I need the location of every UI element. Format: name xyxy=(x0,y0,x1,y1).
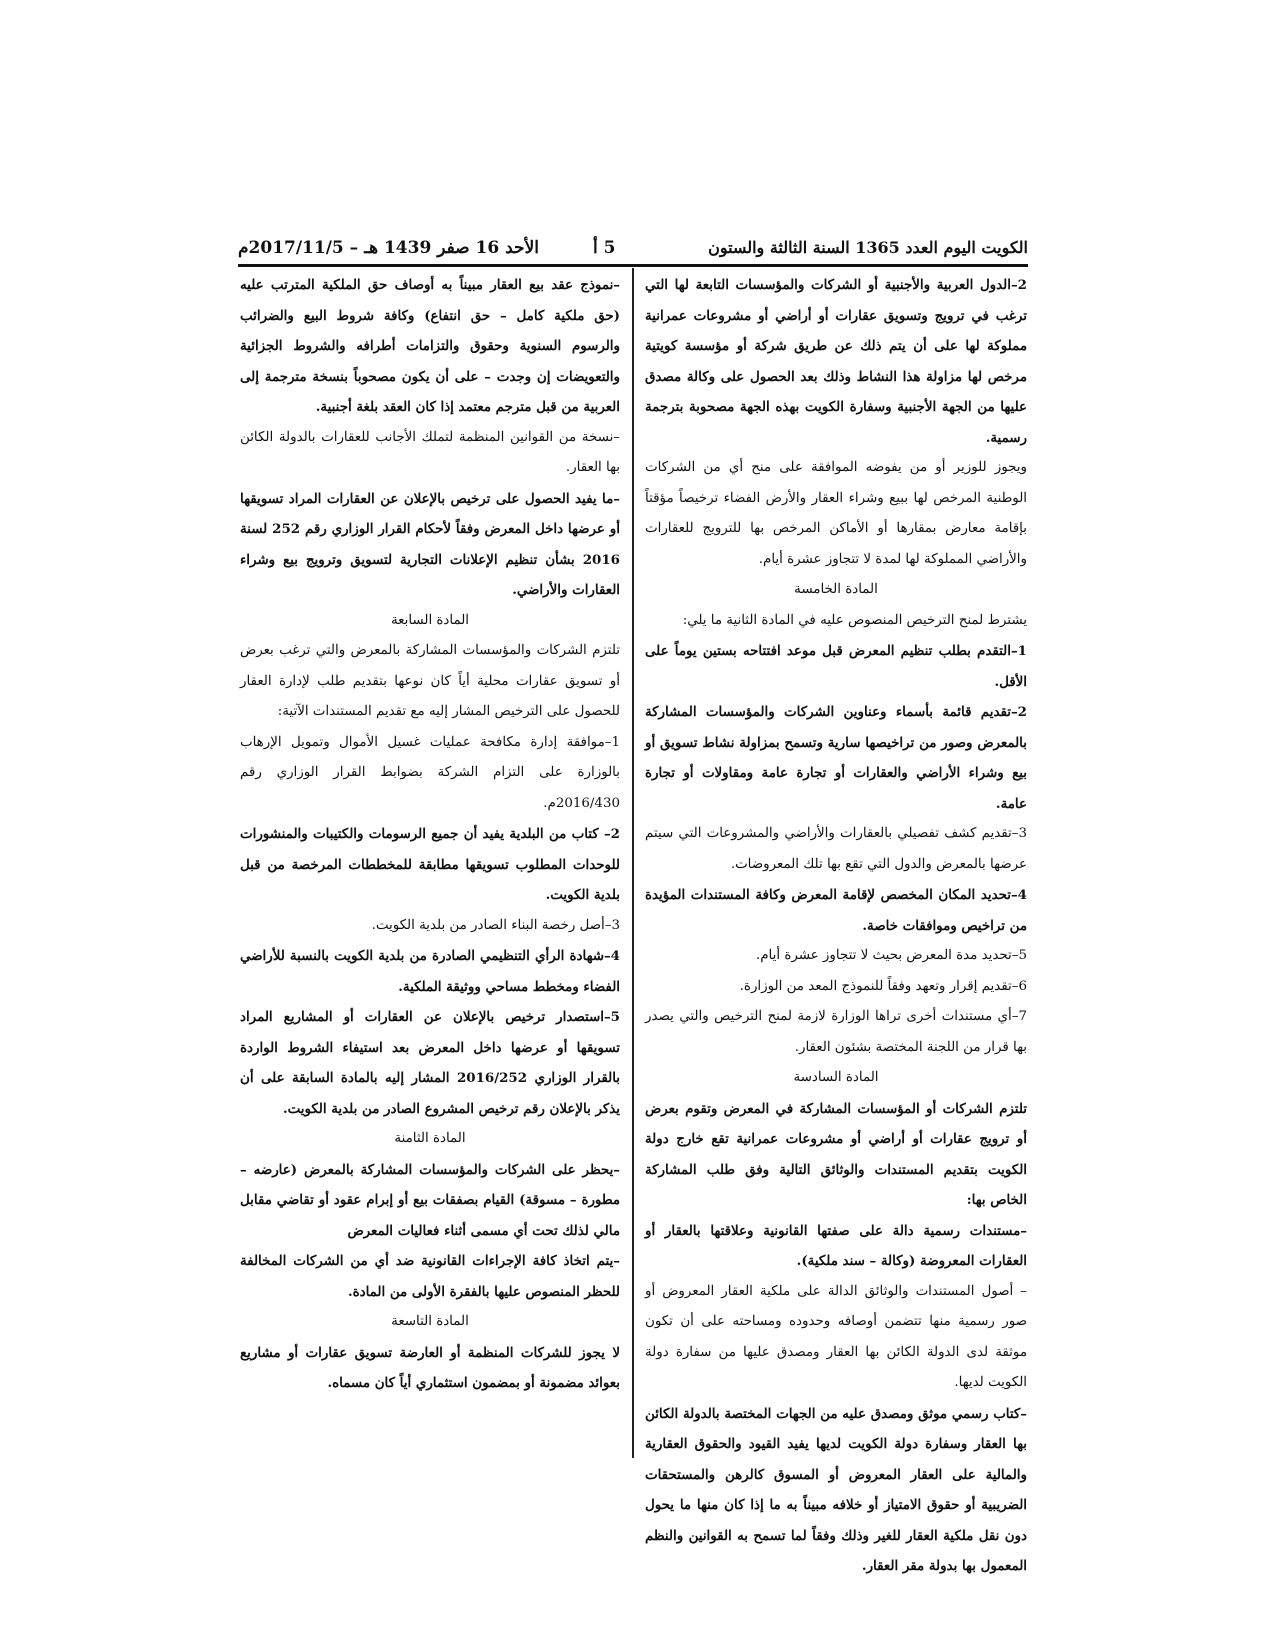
paragraph: تلتزم الشركات والمؤسسات المشاركة بالمعرض والتي ترغب بعرض أو تسويق عقارات محلية أياً كان نوعها بتقديم طلب لإدارة العقار للحصول على الترخيص المشار إليه مع تقديم المستندات الآتية: xyxy=(240,643,620,719)
right-column xyxy=(645,270,1027,1582)
list-item: 4–تحديد المكان المخصص لإقامة المعرض وكافة المستندات المؤيدة من تراخيص وموافقات خاصة. xyxy=(645,887,1027,934)
list-item: 1–التقدم بطلب تنظيم المعرض قبل موعد افتتاحه بستين يوماً على الأقل. xyxy=(645,643,1027,690)
header-page-number: 5 أ xyxy=(593,238,616,258)
list-item: –ما يفيد الحصول على ترخيص بالإعلان عن العقارات المراد تسويقها أو عرضها داخل المعرض وفقاً لأحكام القرار الوزاري رقم 252 لسنة 2016 بشأن تنظيم الإعلانات التجارية لتسويق وترويج بيع وشراء العقارات والأراضي. xyxy=(240,490,620,598)
list-item: –كتاب رسمي موثق ومصدق عليه من الجهات المختصة بالدولة الكائن بها العقار وسفارة دولة الكويت لديها يفيد القيود والحقوق العقارية والمالية على العقار المعروض أو المسوق كالرهن والمستحقات الضريبية أو حقوق الامتياز أو خلافه مبيناً به ما إذا كان منها ما يحول دون نقل ملكية العقار للغير وذلك وفقاً لما تسمح به القوانين والنظم المعمول بها بدولة مقر العقار. xyxy=(645,1405,1027,1574)
article-heading: المادة التاسعة xyxy=(391,1314,469,1329)
list-item: 4–شهادة الرأي التنظيمي الصادرة من بلدية الكويت بالنسبة للأراضي الفضاء ومخطط مساحي ووثيقة الملكية. xyxy=(240,948,620,995)
list-item: 2–تقديم قائمة بأسماء وعناوين الشركات والمؤسسات المشاركة بالمعرض وصور من تراخيصها سارية وتسمح بمزاولة نشاط تسويق أو بيع وشراء الأراضي والعقارات أو تجارة عامة ومقاولات أو تجارة عامة. xyxy=(645,704,1027,812)
article-heading: المادة السابعة xyxy=(390,612,470,628)
paragraph: 2–الدول العربية والأجنبية أو الشركات والمؤسسات التابعة لها التي ترغب في ترويج وتسويق عقارات أو أراضي أو مشروعات عمرانية مملوكة لها على أن يتم ذلك عن طريق شركة أو مؤسسة كويتية مرخص لها مزاولة هذا النشاط وذلك بعد الحصول على وكالة مصدق عليها من الجهة الأجنبية وسفارة الكويت بهذه الجهة مصحوبة بترجمة رسمية. xyxy=(645,277,1027,446)
list-item: –نموذج عقد بيع العقار مبيناً به أوصاف حق الملكية المترتب عليه (حق ملكية كامل – حق انتفاع) وكافة شروط البيع والضرائب والرسوم السنوية وحقوق والتزامات أطرافه والشروط الجزائية والتعويضات إن وجدت – على أن يكون مصحوباً بنسخة مترجمة إلى العربية من قبل مترجم معتمد إذا كان العقد بلغة أجنبية. xyxy=(240,277,620,415)
article-heading: المادة الثامنة xyxy=(394,1131,466,1146)
list-item: 7–أي مستندات أخرى تراها الوزارة لازمة لمنح الترخيص والتي يصدر بها قرار من اللجنة المختصة بشئون العقار. xyxy=(645,1009,1027,1055)
paragraph: ويجوز للوزير أو من يفوضه الموافقة على منح أي من الشركات الوطنية المرخص لها ببيع وشراء العقار والأرض الفضاء ترخيصاً مؤقتاً بإقامة معارض بمقارها أو الأماكن المرخص بها للترويج للعقارات والأراضي المملوكة لها لمدة لا تتجاوز عشرة أيام. xyxy=(645,460,1027,567)
list-item: 5–استصدار ترخيص بالإعلان عن العقارات أو المشاريع المراد تسويقها أو عرضها داخل المعرض بعد استيفاء الشروط الواردة بالقرار الوزاري 2016/252 المشار إليه بالمادة السابقة على أن يذكر بالإعلان رقم ترخيص المشروع الصادر من بلدية الكويت. xyxy=(240,1009,620,1117)
list-item: 3–أصل رخصة البناء الصادر من بلدية الكويت. xyxy=(371,917,620,933)
list-item: –يتم اتخاذ كافة الإجراءات القانونية ضد أي من الشركات المخالفة للحظر المنصوص عليها بالفقرة الأولى من المادة. xyxy=(240,1253,620,1300)
paragraph: يشترط لمنح الترخيص المنصوص عليه في المادة الثانية ما يلي: xyxy=(682,612,1027,628)
list-item: – أصول المستندات والوثائق الدالة على ملكية العقار المعروض أو صور رسمية منها تتضمن أوصافه وحدوده ومساحته على أن تكون موثقة لدى الدولة الكائن بها العقار ومصدق عليها من سفارة دولة الكويت لديها. xyxy=(645,1283,1027,1390)
article-heading: المادة الخامسة xyxy=(794,582,878,597)
article-heading: المادة السادسة xyxy=(793,1070,879,1085)
list-item: 3–تقديم كشف تفصيلي بالعقارات والأراضي والمشروعات التي سيتم عرضها بالمعرض والدول التي تقع بها تلك المعروضات. xyxy=(645,826,1027,872)
list-item: –مستندات رسمية دالة على صفتها القانونية وعلاقتها بالعقار أو العقارات المعروضة (وكالة – سند ملكية). xyxy=(645,1222,1027,1269)
header-rule xyxy=(238,264,1028,267)
page-header xyxy=(238,236,1028,266)
paragraph: تلتزم الشركات أو المؤسسات المشاركة في المعرض وتقوم بعرض أو ترويج عقارات أو أراضي أو مشروعات عمرانية تقع خارج دولة الكويت بتقديم المستندات والوثائق التالية وفق طلب المشاركة الخاص بها: xyxy=(645,1100,1027,1208)
header-publication: الكويت اليوم العدد 1365 السنة الثالثة والستون xyxy=(708,238,1028,257)
list-item: 5–تحديد مدة المعرض بحيث لا تتجاوز عشرة أيام. xyxy=(755,948,1027,963)
list-item: 2– كتاب من البلدية يفيد أن جميع الرسومات والكتيبات والمنشورات للوحدات المطلوب تسويقها مطابقة للمخططات المرخصة من قبل بلدية الكويت. xyxy=(240,826,620,903)
left-column xyxy=(240,270,620,1399)
column-divider xyxy=(632,268,634,1458)
list-item: –يحظر على الشركات والمؤسسات المشاركة بالمعرض (عارضه – مطورة – مسوقة) القيام بصفقات بيع أو إبرام عقود أو تقاضي مقابل مالي لذلك تحت أي مسمى أثناء فعاليات المعرض xyxy=(240,1161,620,1239)
list-item: 1–موافقة إدارة مكافحة عمليات غسيل الأموال وتمويل الإرهاب بالوزارة على التزام الشركة بضوابط القرار الوزاري رقم 2016/430م. xyxy=(240,734,620,811)
header-date: الأحد 16 صفر 1439 هـ – 2017/11/5م xyxy=(238,238,539,258)
paragraph: لا يجوز للشركات المنظمة أو العارضة تسويق عقارات أو مشاريع بعوائد مضمونة أو بمضمون استثماري أياً كان مسماه. xyxy=(240,1344,620,1391)
list-item: –نسخة من القوانين المنظمة لتملك الأجانب للعقارات بالدولة الكائن بها العقار. xyxy=(240,429,620,475)
list-item: 6–تقديم إقرار وتعهد وفقاً للنموذج المعد من الوزارة. xyxy=(739,978,1027,994)
